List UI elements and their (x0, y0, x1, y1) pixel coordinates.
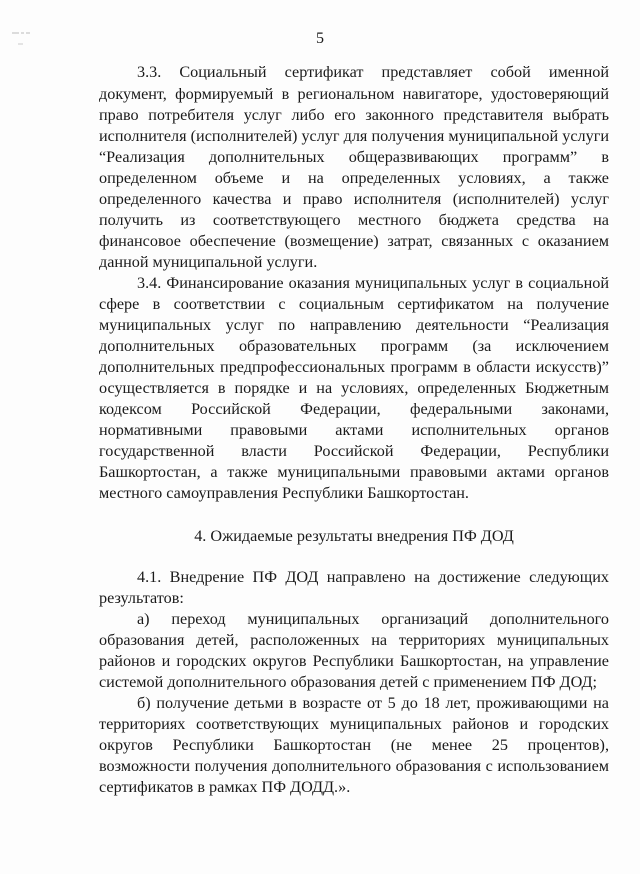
text-line: возможности получения дополнительного образования с использованием (99, 757, 609, 775)
text-line: документ, формируемый в региональном навигаторе, удостоверяющий (99, 85, 609, 103)
page-number: 5 (316, 30, 324, 47)
text-line: результатов: (99, 589, 184, 607)
text-line: а) переход муниципальных организаций дополнительного (137, 610, 609, 628)
text-line: муниципальных услуг по направлению деятельности “Реализация (99, 316, 609, 334)
text-line: нормативными правовыми актами исполнительных органов (99, 421, 609, 439)
text-line: сфере в соответствии с социальным сертификатом на получение (99, 295, 609, 313)
text-line: кодексом Российской Федерации, федеральными законами, (99, 400, 609, 418)
text-line: финансовое обеспечение (возмещение) затрат, связанных с оказанием (99, 232, 609, 250)
text-line: определенного качества и право исполнителя (исполнителей) услуг (99, 190, 609, 208)
text-line: сертификатов в рамках ПФ ДОДД.». (99, 778, 351, 796)
text-line: получить из соответствующего местного бюджета средства на (99, 211, 609, 229)
text-line: определенном объеме и на определенных условиях, а также (99, 169, 609, 187)
text-line: исполнителя (исполнителей) услуг для получения муниципальной услуги (99, 127, 609, 145)
text-line: 3.3. Социальный сертификат представляет собой именной (137, 63, 609, 81)
text-line: б) получение детьми в возрасте от 5 до 18 лет, проживающими на (137, 694, 609, 712)
text-line: 4.1. Внедрение ПФ ДОД направлено на достижение следующих (137, 568, 609, 586)
text-line: “Реализация дополнительных общеразвивающих программ” в (99, 148, 609, 166)
text-line: системой дополнительного образования детей с применением ПФ ДОД; (99, 673, 598, 691)
text-line: дополнительных предпрофессиональных программ в области искусств)” (99, 358, 609, 376)
text-line: осуществляется в порядке и на условиях, определенных Бюджетным (99, 379, 609, 397)
text-line: районов и городских округов Республики Башкортостан, на управление (99, 652, 609, 670)
text-line: местного самоуправления Республики Башкортостан. (99, 484, 469, 502)
text-line: 3.4. Финансирование оказания муниципальных услуг в социальной (137, 274, 609, 292)
text-line: территориях соответствующих муниципальных районов и городских (99, 715, 609, 733)
text-line: данной муниципальной услуги. (99, 253, 318, 271)
text-line: образования детей, расположенных на территориях муниципальных (99, 631, 609, 649)
text-line: дополнительных образовательных программ (за исключением (99, 337, 609, 355)
text-line: государственной власти Российской Федерации, Республики (99, 442, 609, 460)
text-line: округов Республики Башкортостан (не менее 25 процентов), (99, 736, 609, 754)
text-line: Башкортостан, а также муниципальными правовыми актами органов (99, 463, 609, 481)
section-heading: 4. Ожидаемые результаты внедрения ПФ ДОД (194, 527, 514, 545)
text-line: право потребителя услуг либо его законного представителя выбрать (99, 106, 609, 124)
